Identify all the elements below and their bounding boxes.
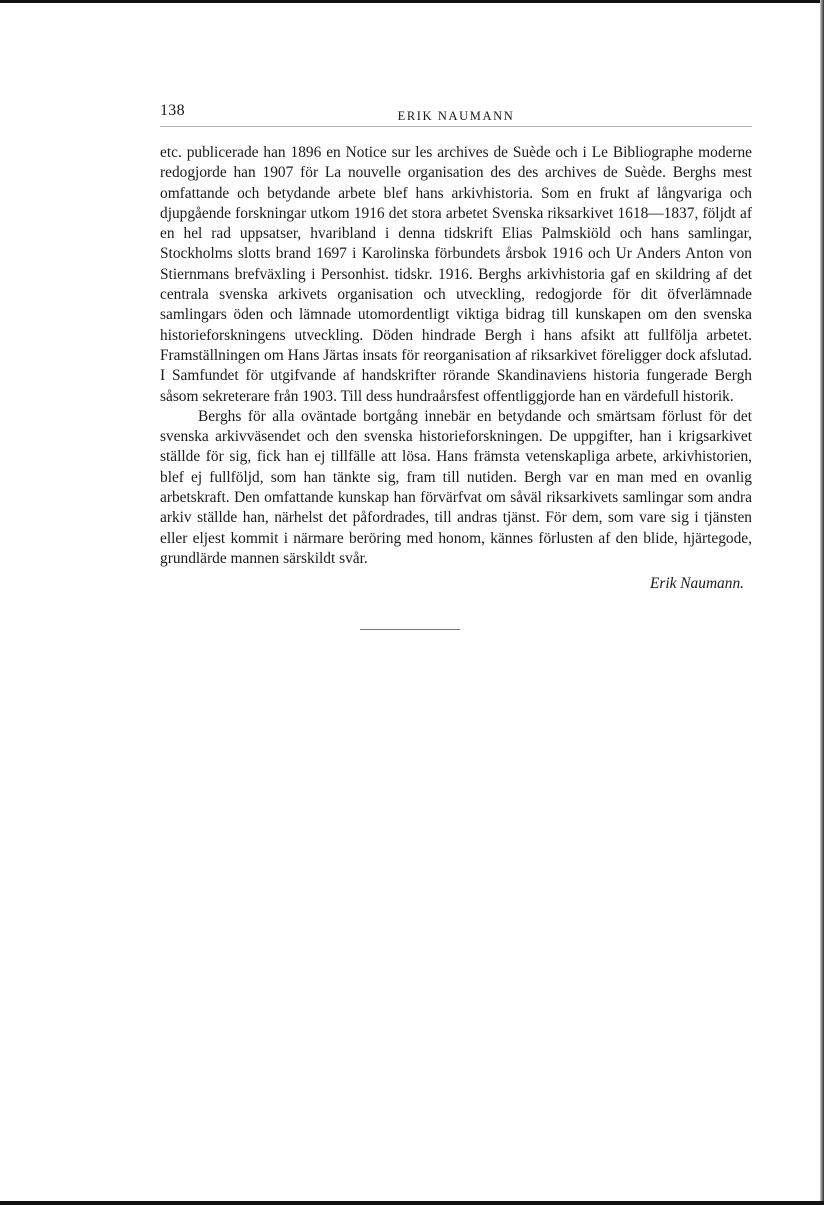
page-number: 138 xyxy=(160,102,185,119)
paragraph-1: etc. publicerade han 1896 en Notice sur les archives de Suède och i Le Bibliographe moderne redogjorde han 1907 för La nouvelle organisation des des archives de Suède. Berghs mest omfattande och betydande arbete blef hans arkivhistoria. Som en frukt af långvariga och djupgående forskningar utkom 1916 det stora arbetet Svenska riksarkivet 1618—1837, följdt af en hel rad uppsatser, hvaribland i denna tidskrift Elias Palmskiöld och hans samlingar, Stockholms slotts brand 1697 i Karolinska förbundets årsbok 1916 och Ur Anders Anton von Stiernmans brefväxling i Personhist. tidskr. 1916. Berghs arkivhistoria gaf en skildring af det centrala svenska arkivets organisation och utveckling, redogjorde för dit öfverlämnade samlingars öden och lämnade utomordentligt viktiga bidrag till kunskapen om den svenska historieforskningens utveckling. Döden hindrade Bergh i hans afsikt att fullfölja arbetet. Framställningen om Hans Järtas insats för reorganisation af riksarkivet föreligger dock afslutad. I Samfundet för utgifvande af handskrifter rörande Skandinaviens historia fungerade Bergh såsom sekreterare från 1903. Till dess hundraårsfest offentliggjorde han en värdefull historik. xyxy=(160,144,752,405)
running-header xyxy=(160,100,752,127)
body-text xyxy=(160,143,752,569)
end-divider xyxy=(360,629,460,630)
scan-top-edge xyxy=(0,0,824,3)
scan-right-edge xyxy=(820,0,824,1205)
author-signature: Erik Naumann. xyxy=(649,575,744,593)
paragraph-2: Berghs för alla oväntade bortgång innebär en betydande och smärtsam förlust för det svenska arkivväsendet och den svenska historieforskningen. De uppgifter, han i krigsarkivet ställde för sig, fick han ej tillfälle att lösa. Hans främsta vetenskapliga arbete, arkivhistorien, blef ej fullföljd, som han tänkte sig, fram till nutiden. Bergh var en man med en ovanlig arbetskraft. Den omfattande kunskap han förvärfvat om såväl riksarkivets samlingar som andra arkiv ställde han, närhelst det påfordrades, till andras tjänst. För dem, som vare sig i tjänsten eller eljest kommit i närmare beröring med honom, kännes förlusten af den blide, hjärtegode, grundlärde mannen särskildt svår. xyxy=(160,407,752,567)
scan-bottom-edge xyxy=(0,1201,824,1205)
document-page xyxy=(160,100,752,630)
running-title: ERIK NAUMANN xyxy=(397,109,515,123)
